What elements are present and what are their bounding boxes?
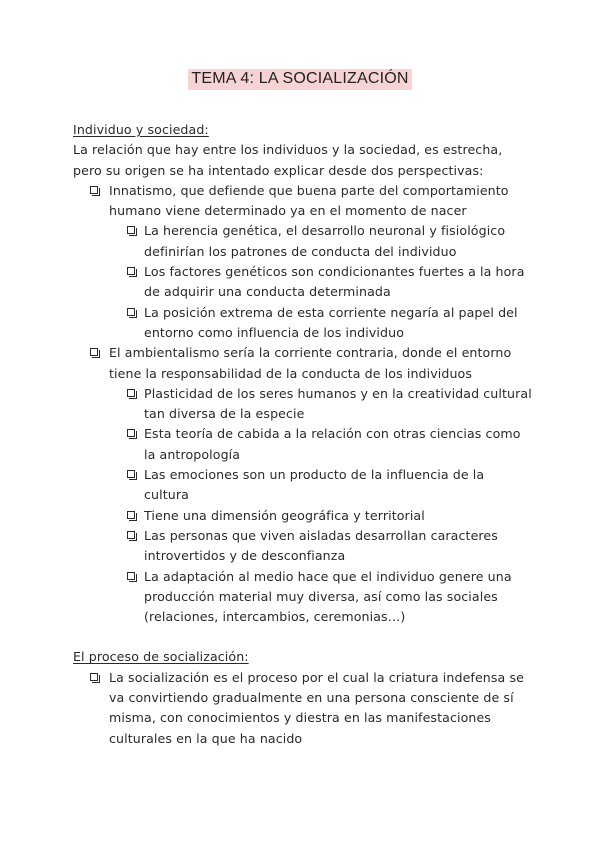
checkbox-bullet-icon bbox=[90, 673, 98, 681]
list-item-text: Esta teoría de cabida a la relación con otras ciencias como la antropología bbox=[144, 426, 521, 462]
title-container bbox=[0, 68, 600, 90]
list-item bbox=[144, 465, 533, 506]
list-item-text: La socialización es el proceso por el cual la criatura indefensa se va convirtiendo gradualmente en una persona consciente de sí misma, con conocimientos y diestra en las manifestaciones culturales en la que ha nacido bbox=[109, 669, 524, 746]
list-item-text: Los factores genéticos son condicionantes fuertes a la hora de adquirir una conducta determinada bbox=[144, 264, 525, 300]
ambientalismo-sublist bbox=[109, 384, 533, 628]
list-item bbox=[109, 668, 533, 749]
list-item bbox=[144, 526, 533, 567]
list-item-text: El ambientalismo sería la corriente contraria, donde el entorno tiene la responsabilidad de la conducta de los individuos bbox=[109, 345, 512, 381]
list-item bbox=[144, 303, 533, 344]
section-heading: El proceso de socialización: bbox=[73, 649, 249, 665]
list-item bbox=[144, 221, 533, 262]
checkbox-bullet-icon bbox=[127, 429, 135, 437]
list-item-text: Innatismo, que defiende que buena parte del comportamiento humano viene determinado ya en el momento de nacer bbox=[109, 182, 509, 219]
checkbox-bullet-icon bbox=[127, 389, 135, 397]
perspectives-list bbox=[73, 181, 533, 628]
list-item-text: Las emociones son un producto de la influencia de la cultura bbox=[144, 467, 485, 503]
section-individuo-sociedad bbox=[73, 120, 533, 627]
list-item bbox=[144, 567, 533, 628]
checkbox-bullet-icon bbox=[127, 511, 135, 519]
list-item-ambientalismo bbox=[109, 343, 533, 627]
list-item-text: La posición extrema de esta corriente negaría al papel del entorno como influencia de los individuo bbox=[144, 304, 518, 340]
list-item-innatismo bbox=[109, 181, 533, 343]
checkbox-bullet-icon bbox=[127, 531, 135, 539]
list-item-text: Plasticidad de los seres humanos y en la creatividad cultural tan diversa de la especie bbox=[144, 385, 532, 422]
checkbox-bullet-icon bbox=[90, 348, 98, 356]
list-item bbox=[144, 424, 533, 465]
list-item-text: Tiene una dimensión geográfica y territorial bbox=[144, 507, 425, 523]
socializacion-list bbox=[73, 668, 533, 749]
document-body bbox=[73, 120, 533, 749]
list-item-text: La herencia genética, el desarrollo neuronal y fisiológico definirían los patrones de conducta del individuo bbox=[144, 223, 506, 259]
section-proceso-socializacion bbox=[73, 647, 533, 748]
list-item bbox=[144, 262, 533, 303]
page-title: TEMA 4: LA SOCIALIZACIÓN bbox=[188, 69, 411, 90]
checkbox-bullet-icon bbox=[127, 226, 135, 234]
section-heading: Individuo y sociedad: bbox=[73, 122, 209, 137]
list-item-text: La adaptación al medio hace que el individuo genere una producción material muy diversa, así como las sociales (relaciones, intercambios, ceremonias…) bbox=[144, 568, 512, 625]
checkbox-bullet-icon bbox=[127, 267, 135, 275]
checkbox-bullet-icon bbox=[127, 572, 135, 580]
list-item bbox=[144, 384, 533, 425]
checkbox-bullet-icon bbox=[90, 186, 98, 194]
list-item bbox=[144, 506, 533, 526]
list-item-text: Las personas que viven aisladas desarrollan caracteres introvertidos y de desconfianza bbox=[144, 527, 498, 564]
innatismo-sublist bbox=[109, 221, 533, 343]
checkbox-bullet-icon bbox=[127, 308, 135, 316]
checkbox-bullet-icon bbox=[127, 470, 135, 478]
section-intro: La relación que hay entre los individuos y la sociedad, es estrecha, pero su origen se ha intentado explicar desde dos perspectivas: bbox=[73, 142, 503, 178]
